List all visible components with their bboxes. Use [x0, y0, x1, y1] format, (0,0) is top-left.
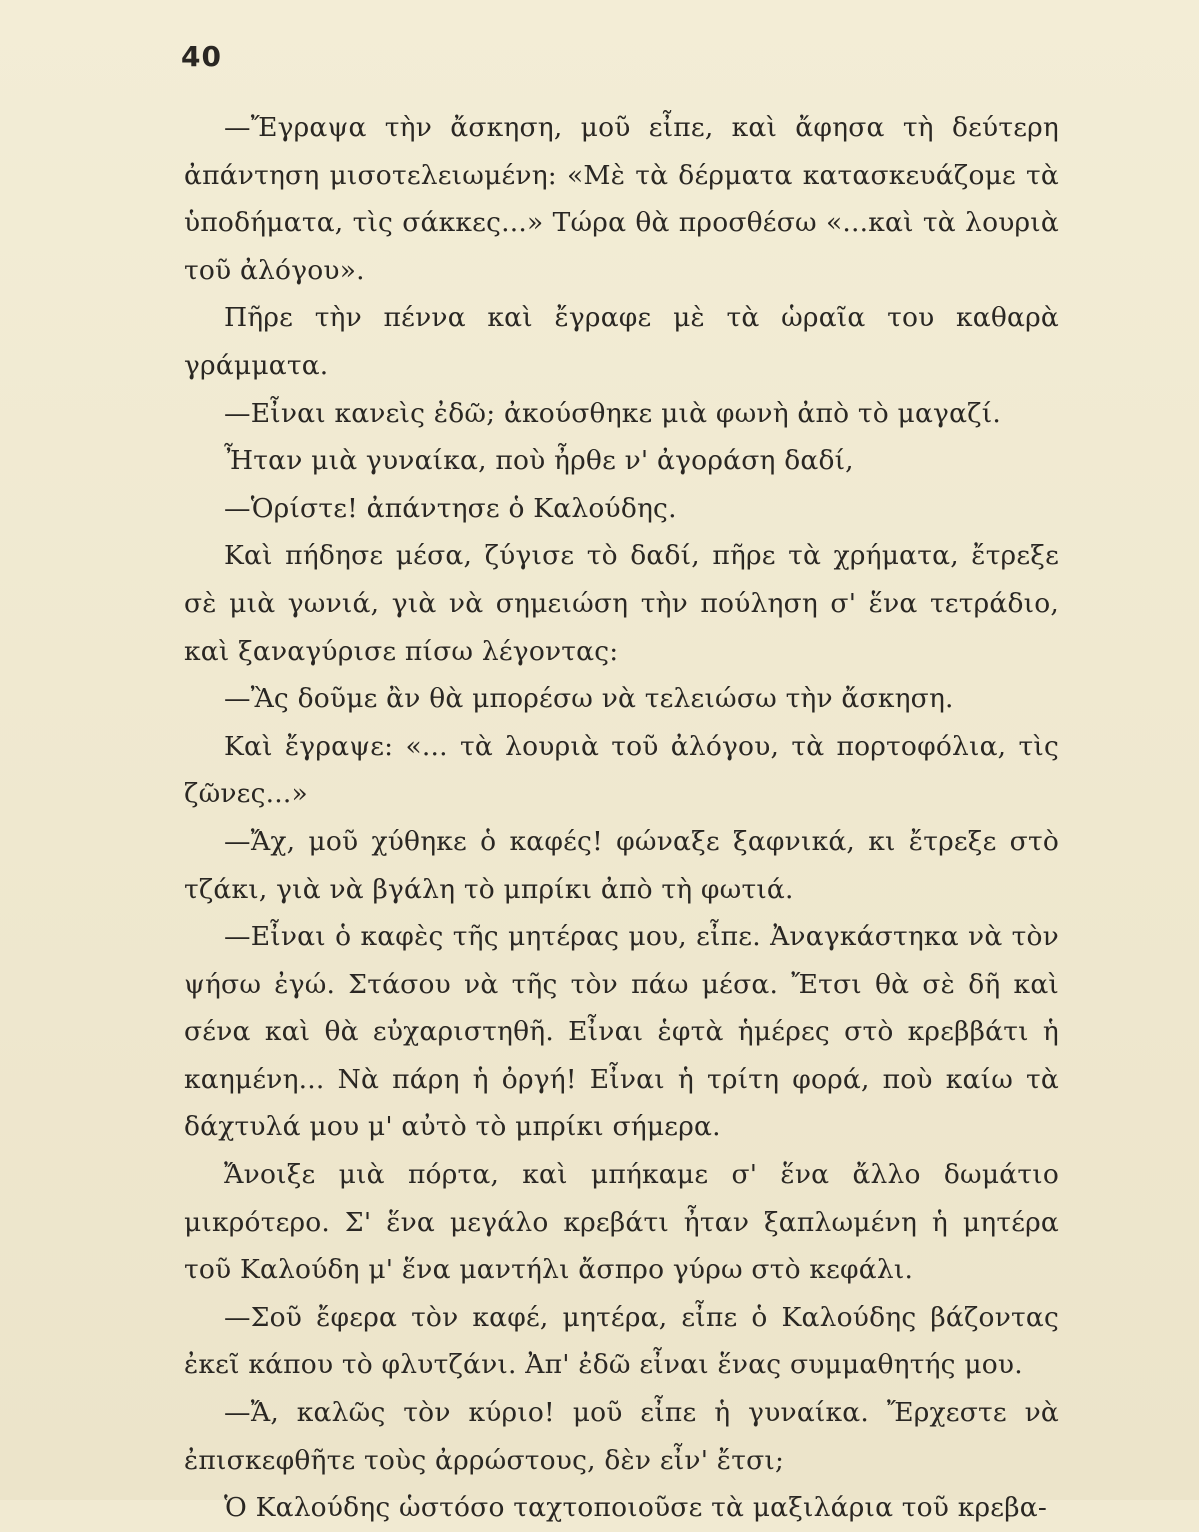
paragraph: —Ὁρίστε! ἀπάντησε ὁ Καλούδης. [224, 492, 677, 524]
paragraph: —Ἔγραψα τὴν ἄσκηση, μοῦ εἶπε, καὶ ἄφησα τὴ δεύτερη ἀπάντηση μισοτελειωμένη: «Μὲ τὰ δέρματα κατασκευάζομε τὰ ὑποδήματα, τὶς σάκκες...» Τώρα θὰ προσθέσω «...καὶ τὰ λουριὰ τοῦ ἀλόγου». [184, 112, 1059, 286]
paragraph: Ὁ Καλούδης ὡστόσο ταχτοποιοῦσε τὰ μαξιλάρια τοῦ κρεβα- [224, 1492, 1047, 1524]
paragraph: —Ἄχ, μοῦ χύθηκε ὁ καφές! φώναξε ξαφνικά, κι ἔτρεξε στὸ τζάκι, γιὰ νὰ βγάλη τὸ μπρίκι ἀπὸ τὴ φωτιά. [184, 825, 1059, 905]
paragraph: —Σοῦ ἔφερα τὸν καφέ, μητέρα, εἶπε ὁ Καλούδης βάζοντας ἐκεῖ κάπου τὸ φλυτζάνι. Ἀπ' ἐδῶ εἶναι ἕνας συμμαθητής μου. [184, 1301, 1059, 1381]
page-number: 40 [181, 40, 222, 73]
paragraph: Ἦταν μιὰ γυναίκα, ποὺ ἦρθε ν' ἀγοράση δαδί, [224, 445, 854, 477]
paragraph: —Ἂς δοῦμε ἂν θὰ μπορέσω νὰ τελειώσω τὴν ἄσκηση. [224, 683, 954, 715]
paragraph: —Εἶναι κανεὶς ἐδῶ; ἀκούσθηκε μιὰ φωνὴ ἀπὸ τὸ μαγαζί. [224, 397, 1001, 429]
paragraph: —Εἶναι ὁ καφὲς τῆς μητέρας μου, εἶπε. Ἀναγκάστηκα νὰ τὸν ψήσω ἐγώ. Στάσου νὰ τῆς τὸν πάω μέσα. Ἔτσι θὰ σὲ δῆ καὶ σένα καὶ θὰ εὐχαριστηθῆ. Εἶναι ἑφτὰ ἡμέρες στὸ κρεββάτι ἡ καημένη... Νὰ πάρη ἡ ὀργή! Εἶναι ἡ τρίτη φορά, ποὺ καίω τὰ δάχτυλά μου μ' αὐτὸ τὸ μπρίκι σήμερα. [184, 921, 1059, 1143]
paragraph: Πῆρε τὴν πέννα καὶ ἔγραφε μὲ τὰ ὡραῖα του καθαρὰ γράμματα. [184, 302, 1059, 381]
paragraph: Καὶ ἔγραψε: «... τὰ λουριὰ τοῦ ἀλόγου, τὰ πορτοφόλια, τὶς ζῶνες...» [184, 730, 1059, 810]
body-text [184, 104, 1059, 1532]
paragraph: —Ἄ, καλῶς τὸν κύριο! μοῦ εἶπε ἡ γυναίκα. Ἔρχεστε νὰ ἐπισκεφθῆτε τοὺς ἀρρώστους, δὲν εἶν' ἔτσι; [184, 1397, 1059, 1476]
paragraph: Ἄνοιξε μιὰ πόρτα, καὶ μπήκαμε σ' ἕνα ἄλλο δωμάτιο μικρότερο. Σ' ἕνα μεγάλο κρεβάτι ἦταν ξαπλωμένη ἡ μητέρα τοῦ Καλούδη μ' ἕνα μαντήλι ἄσπρο γύρω στὸ κεφάλι. [184, 1159, 1059, 1286]
paragraph: Καὶ πήδησε μέσα, ζύγισε τὸ δαδί, πῆρε τὰ χρήματα, ἔτρεξε σὲ μιὰ γωνιά, γιὰ νὰ σημειώση τὴν πούληση σ' ἕνα τετράδιο, καὶ ξαναγύρισε πίσω λέγοντας: [184, 540, 1059, 667]
